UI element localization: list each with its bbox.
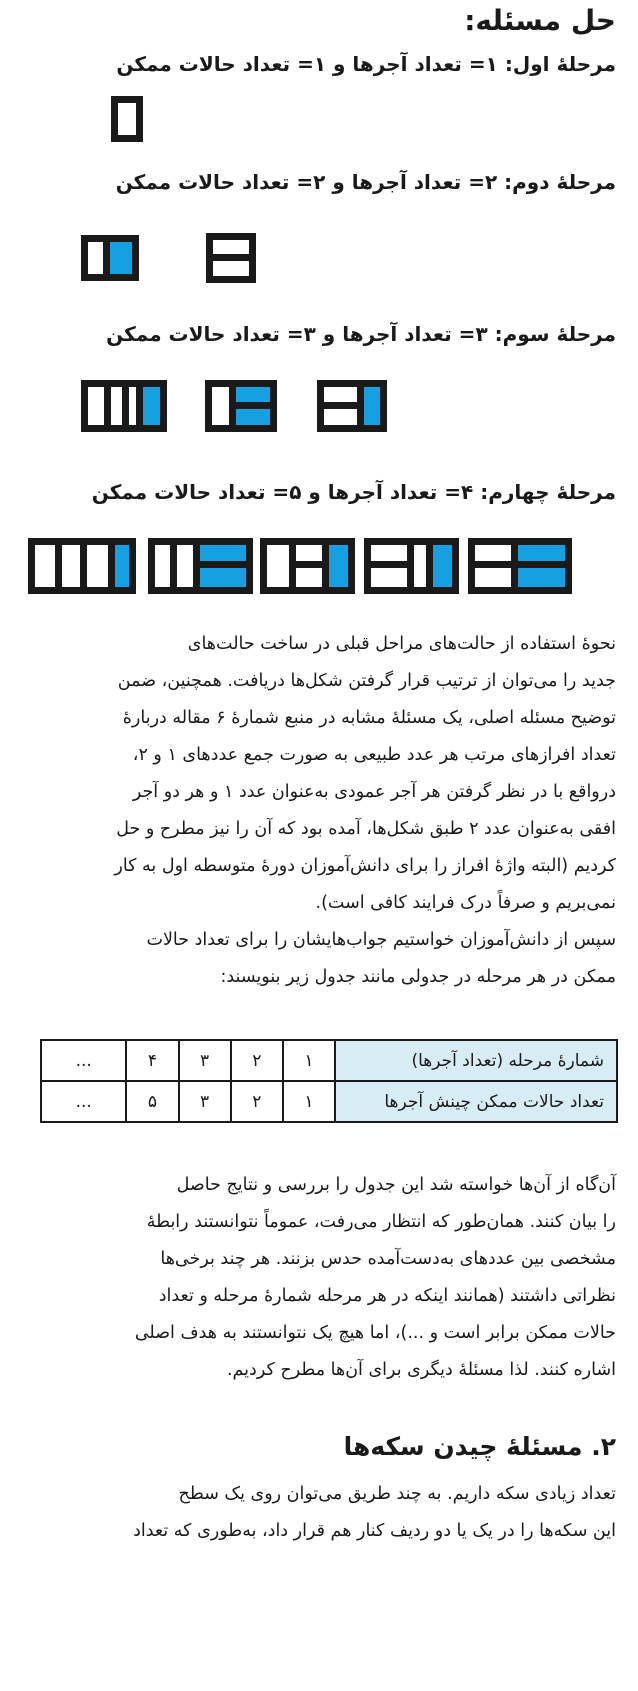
stage-4-tiling-5	[468, 538, 572, 594]
blue-brick	[329, 545, 348, 587]
text-line: درواقع با در نظر گرفتن هر آجر عمودی به‌عنوان عدد ۱ و هر دو آجر	[132, 782, 616, 802]
text-line: جدید را می‌توان از ترتیب قرار گرفتن شکل‌ها دریافت. همچنین، ضمن	[117, 671, 616, 691]
brick-divider	[200, 561, 246, 568]
brick-divider	[289, 545, 296, 587]
stage-3-tiling-3	[317, 380, 387, 432]
text-line: این سکه‌ها را در یک یا دو ردیف کنار هم قرار داد، به‌طوری که تعداد	[133, 1521, 616, 1541]
table-row	[41, 1040, 617, 1081]
blue-brick	[115, 545, 129, 587]
text-line: افقی به‌عنوان عدد ۲ طبق شکل‌ها، آمده بود که آن را نیز مطرح و حل	[116, 819, 616, 839]
body-paragraph-3	[22, 1167, 616, 1389]
stage-4-label: مرحلهٔ چهارم: ۴= تعداد آجرها و ۵= تعداد حالات ممکن	[91, 480, 616, 504]
text-line: آن‌گاه از آن‌ها خواسته شد این جدول را بررسی و نتایج حاصل	[176, 1175, 616, 1195]
table-cell: ۱	[283, 1081, 335, 1122]
text-line: توضیح مسئله اصلی، یک مسئلهٔ مشابه در منبع شمارهٔ ۶ مقاله دربارهٔ	[122, 708, 616, 728]
brick-divider	[357, 387, 364, 425]
brick-divider	[324, 402, 357, 409]
text-line: را بیان کنند. همان‌طور که انتظار می‌رفت، عموماً نتوانستند رابطهٔ	[146, 1212, 616, 1232]
stage-2-tiling-horizontal	[206, 233, 256, 283]
solution-heading: حل مسئله:	[464, 4, 616, 37]
text-line: مشخصی بین عددهای به‌دست‌آمده حدس بزنند. هر چند برخی‌ها	[160, 1249, 616, 1269]
brick-divider	[407, 545, 414, 587]
stage-1-tiling	[111, 96, 143, 142]
body-paragraph-4	[22, 1476, 616, 1550]
brick-divider	[426, 545, 433, 587]
table-cell: ۴	[126, 1040, 178, 1081]
brick-divider	[236, 402, 270, 409]
brick-divider	[475, 561, 565, 568]
text-line: حالات ممکن برابر است و ...)، اما هیچ یک نتوانستند به هدف اصلی	[134, 1323, 616, 1343]
table-cell: ۱	[283, 1040, 335, 1081]
stage-4-tiling-4	[364, 538, 459, 594]
text-line: نظراتی داشتند (همانند اینکه در هر مرحله شمارهٔ مرحله و تعداد	[158, 1286, 616, 1306]
text-line: تعداد افرازهای مرتب هر عدد طبیعی به صورت جمع عددهای ۱ و ۲،	[132, 745, 616, 765]
table-row-header: تعداد حالات ممکن چینش آجرها	[335, 1081, 617, 1122]
table-row	[41, 1081, 617, 1122]
body-paragraph-1	[22, 626, 616, 996]
blue-brick	[110, 242, 132, 274]
table-cell: ۲	[231, 1081, 283, 1122]
brick-divider	[322, 545, 329, 587]
stage-3-label: مرحلهٔ سوم: ۳= تعداد آجرها و ۳= تعداد حالات ممکن	[106, 322, 616, 346]
section-title: ۲. مسئلهٔ چیدن سکه‌ها	[343, 1432, 616, 1461]
brick-divider	[103, 242, 110, 274]
text-line: سپس از دانش‌آموزان خواستیم جواب‌هایشان را برای تعداد حالات	[146, 930, 616, 950]
brick-divider	[136, 387, 143, 425]
text-line: اشاره کنند. لذا مسئلهٔ دیگری برای آن‌ها مطرح کردیم.	[226, 1360, 616, 1380]
stage-3-tiling-1	[81, 380, 167, 432]
brick-divider	[371, 561, 407, 568]
text-line: نحوهٔ استفاده از حالت‌های مراحل قبلی در ساخت حالت‌های	[187, 634, 616, 654]
brick-divider	[229, 387, 236, 425]
table-cell: ۲	[231, 1040, 283, 1081]
stage-2-label: مرحلهٔ دوم: ۲= تعداد آجرها و ۲= تعداد حالات ممکن	[115, 170, 616, 194]
stage-4-tiling-1	[28, 538, 136, 594]
table-cell: ...	[41, 1081, 126, 1122]
table-cell: ۳	[179, 1081, 231, 1122]
table-cell: ۵	[126, 1081, 178, 1122]
brick-divider	[80, 545, 87, 587]
text-line: ممکن در هر مرحله در جدولی مانند جدول زیر بنویسند:	[220, 967, 616, 987]
brick-divider	[108, 545, 115, 587]
brick-divider	[170, 545, 177, 587]
text-line: نمی‌بریم و صرفاً درک فرایند کافی است).	[315, 893, 616, 913]
blue-brick	[433, 545, 452, 587]
brick-divider	[55, 545, 62, 587]
blue-brick	[364, 387, 380, 425]
stage-count-table	[40, 1039, 618, 1123]
brick-divider	[122, 387, 129, 425]
brick-divider	[213, 254, 249, 261]
text-line: تعداد زیادی سکه داریم. به چند طریق می‌توان روی یک سطح	[178, 1484, 616, 1504]
table-cell: ۳	[179, 1040, 231, 1081]
stage-4-tiling-2	[148, 538, 253, 594]
table-cell: ...	[41, 1040, 126, 1081]
stage-2-tiling-vertical	[81, 235, 139, 281]
stage-1-label: مرحلهٔ اول: ۱= تعداد آجرها و ۱= تعداد حالات ممکن	[116, 52, 616, 76]
stage-4-tiling-3	[260, 538, 355, 594]
brick-divider	[296, 561, 322, 568]
brick-divider	[104, 387, 111, 425]
brick-divider	[193, 545, 200, 587]
table-row-header: شمارهٔ مرحله (تعداد آجرها)	[335, 1040, 617, 1081]
stage-3-tiling-2	[205, 380, 277, 432]
blue-brick	[143, 387, 160, 425]
text-line: کردیم (البته واژهٔ افراز را برای دانش‌آموزان دورهٔ متوسطه اول به کار	[114, 856, 616, 876]
